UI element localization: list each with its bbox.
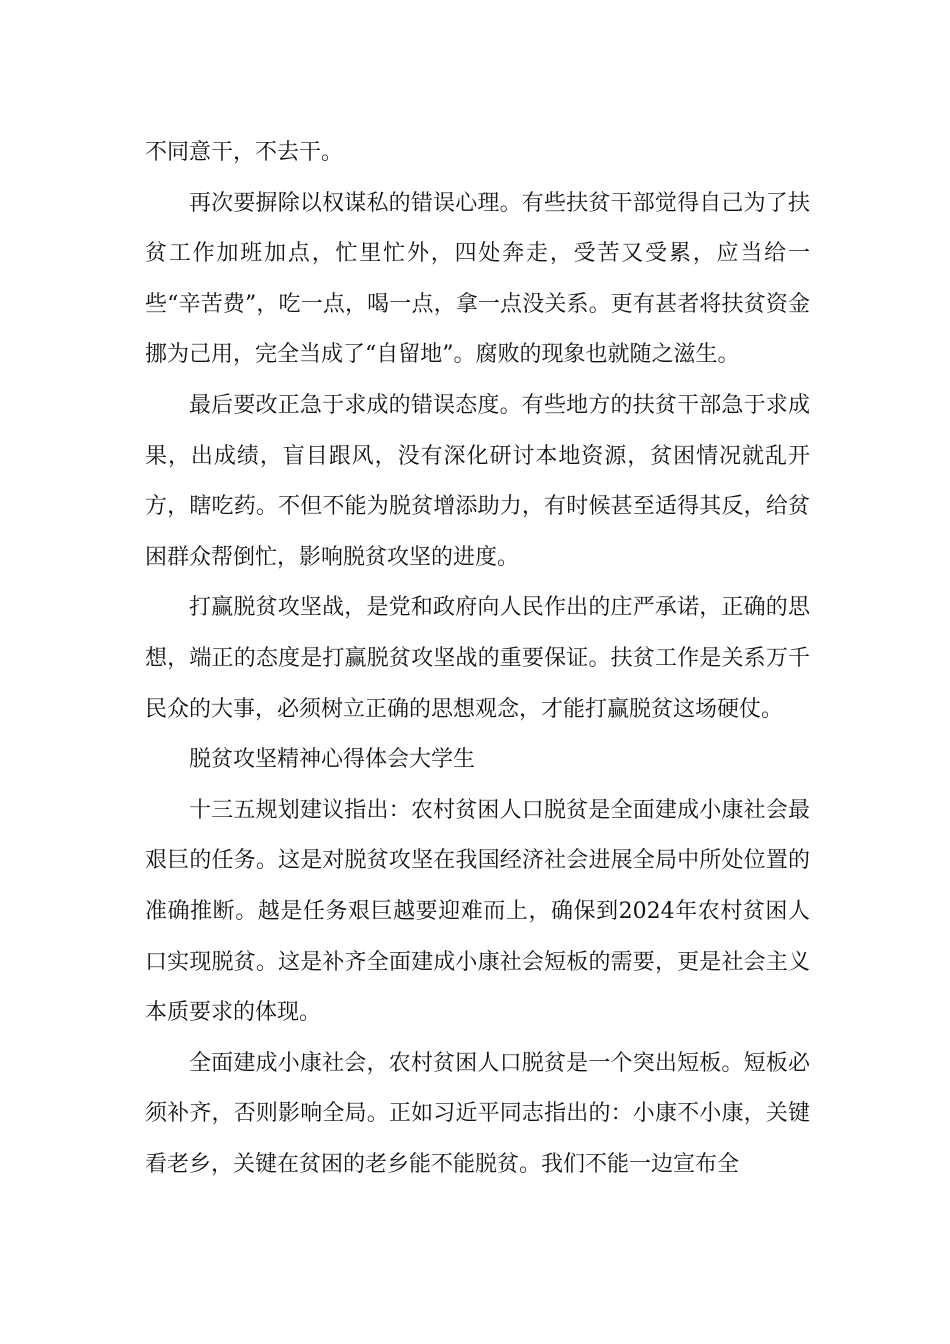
paragraph-1: 不同意干，不去干。 — [145, 140, 344, 165]
document-body — [145, 128, 810, 1190]
section-heading: 脱贫攻坚精神心得体会大学生 — [189, 747, 476, 773]
paragraph-2: 再次要摒除以权谋私的错误心理。有些扶贫干部觉得自己为了扶贫工作加班加点，忙里忙外，四处奔走，受苦又受累，应当给一些“辛苦费”，吃一点，喝一点，拿一点没关系。更有甚者将扶贫资金挪为己用，完全当成了“自留地”。腐败的现象也就随之滋生。 — [145, 190, 810, 368]
paragraph-7: 全面建成小康社会，农村贫困人口脱贫是一个突出短板。短板必须补齐，否则影响全局。正如习近平同志指出的：小康不小康，关键看老乡，关键在贫困的老乡能不能脱贫。我们不能一边宣布全 — [145, 1050, 810, 1177]
paragraph-6: 十三五规划建议指出：农村贫困人口脱贫是全面建成小康社会最艰巨的任务。这是对脱贫攻坚在我国经济社会进展全局中所处位置的准确推断。越是任务艰巨越要迎难而上，确保到2024年农村贫困人口实现脱贫。这是补齐全面建成小康社会短板的需要，更是社会主义本质要求的体现。 — [145, 797, 810, 1026]
paragraph-3: 最后要改正急于求成的错误态度。有些地方的扶贫干部急于求成果，出成绩，盲目跟风，没有深化研讨本地资源，贫困情况就乱开方，瞎吃药。不但不能为脱贫增添助力，有时候甚至适得其反，给贫困群众帮倒忙，影响脱贫攻坚的进度。 — [145, 392, 810, 570]
paragraph-4: 打赢脱贫攻坚战，是党和政府向人民作出的庄严承诺，正确的思想，端正的态度是打赢脱贫攻坚战的重要保证。扶贫工作是关系万千民众的大事，必须树立正确的思想观念，才能打赢脱贫这场硬仗。 — [145, 595, 810, 722]
